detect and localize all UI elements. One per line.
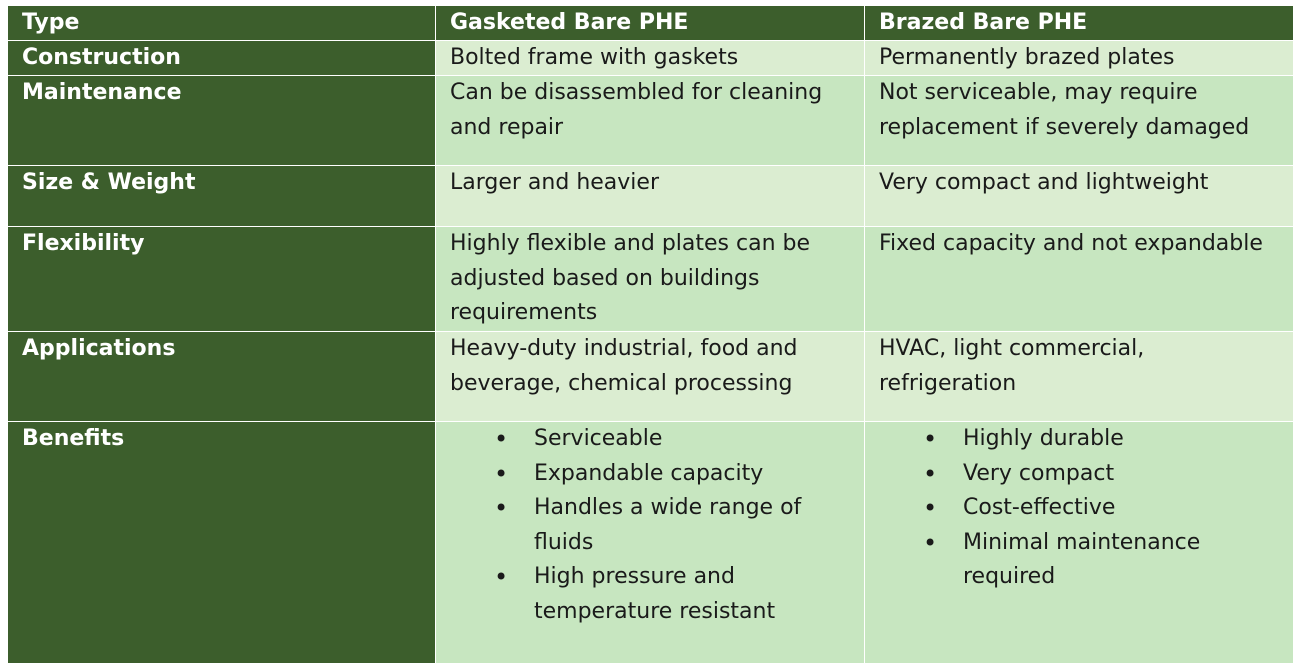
brazed-benefits-cell <box>865 422 1293 663</box>
list-item: • Handles a wide range of fluids <box>450 491 858 560</box>
table-row-size-weight <box>8 166 1293 227</box>
row-label: Construction <box>8 41 436 75</box>
table-row-construction <box>8 41 1293 76</box>
brazed-cell: Permanently brazed plates <box>865 41 1293 75</box>
comparison-table <box>8 6 1293 663</box>
brazed-cell: HVAC, light commercial, refrigeration <box>865 332 1293 421</box>
gasketed-cell: Highly flexible and plates can be adjusted based on buildings requirements <box>436 227 865 331</box>
list-item: • Minimal maintenance required <box>879 526 1287 595</box>
header-gasketed: Gasketed Bare PHE <box>436 6 865 40</box>
gasketed-cell: Can be disassembled for cleaning and repair <box>436 76 865 165</box>
table-row-benefits <box>8 422 1293 663</box>
list-item: • Highly durable <box>879 422 1287 457</box>
header-type: Type <box>8 6 436 40</box>
table-header-row <box>8 6 1293 41</box>
row-label: Applications <box>8 332 436 421</box>
gasketed-benefits-list <box>450 422 858 629</box>
brazed-cell: Not serviceable, may require replacement if severely damaged <box>865 76 1293 165</box>
table-row-flexibility <box>8 227 1293 332</box>
row-label: Benefits <box>8 422 436 663</box>
row-label: Size & Weight <box>8 166 436 226</box>
list-item: • Cost-effective <box>879 491 1287 526</box>
row-label: Maintenance <box>8 76 436 165</box>
header-brazed: Brazed Bare PHE <box>865 6 1293 40</box>
list-item: • High pressure and temperature resistant <box>450 560 858 629</box>
gasketed-cell: Bolted frame with gaskets <box>436 41 865 75</box>
list-item: • Very compact <box>879 457 1287 492</box>
row-label: Flexibility <box>8 227 436 331</box>
list-item: • Serviceable <box>450 422 858 457</box>
brazed-cell: Very compact and lightweight <box>865 166 1293 226</box>
gasketed-benefits-cell <box>436 422 865 663</box>
brazed-benefits-list <box>879 422 1287 595</box>
list-item: • Expandable capacity <box>450 457 858 492</box>
gasketed-cell: Heavy-duty industrial, food and beverage, chemical processing <box>436 332 865 421</box>
table-row-applications <box>8 332 1293 422</box>
table-row-maintenance <box>8 76 1293 166</box>
brazed-cell: Fixed capacity and not expandable <box>865 227 1293 331</box>
gasketed-cell: Larger and heavier <box>436 166 865 226</box>
